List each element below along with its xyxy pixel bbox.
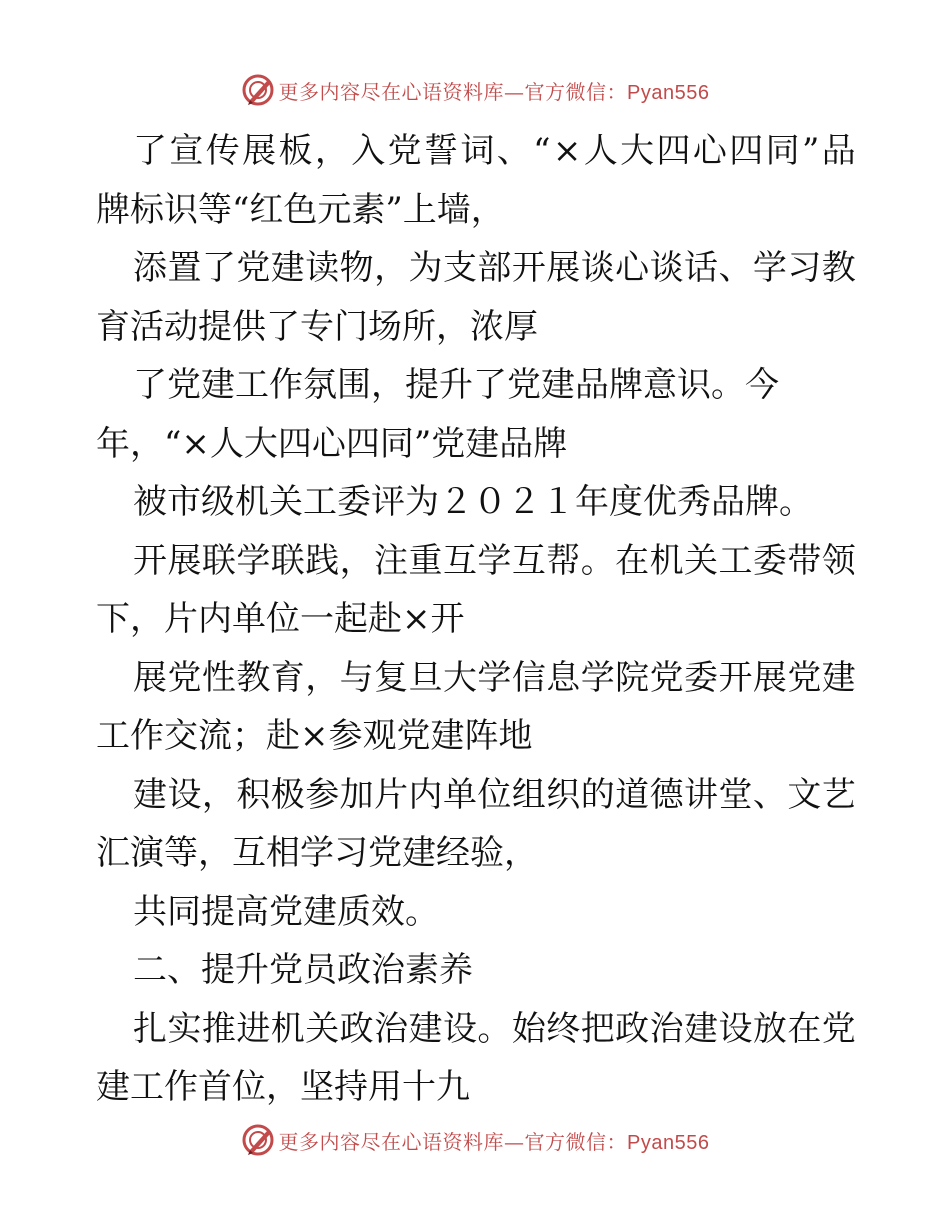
text-line: 工作交流；赴×参观党建阵地	[96, 716, 533, 756]
watermark-wechat-id: Pyan556	[627, 1131, 710, 1154]
pen-logo-icon	[241, 73, 275, 107]
watermark-wechat-id: Pyan556	[627, 81, 710, 104]
text-line: 了党建工作氛围，提升了党建品牌意识。今	[133, 365, 779, 405]
text-line: 年，“×人大四心四同”党建品牌	[96, 423, 568, 464]
pen-logo-icon	[241, 1123, 275, 1157]
text-line: 下，片内单位一起赴×开	[96, 599, 465, 639]
watermark-text	[279, 76, 710, 105]
text-line: 扎 实 推 进 机 关 政 治 建 设 。 始 终 把 政 治 建 设 放 在 党	[133, 1008, 856, 1049]
text-line: 汇演等，互相学习党建经验，	[96, 833, 538, 873]
watermark-label: 更多内容尽在心语资料库—官方微信：	[278, 1129, 628, 1154]
text-line: 建工作首位，坚持用十九	[96, 1067, 470, 1107]
text-line: 建 设 ， 积 极 参 加 片 内 单 位 组 织 的 道 德 讲 堂 、 文 艺	[133, 774, 856, 815]
text-line: 二、提升党员政治素养	[133, 950, 473, 990]
footer-watermark	[0, 1120, 950, 1160]
text-line: 育活动提供了专门场所，浓厚	[96, 306, 538, 347]
watermark-label: 更多内容尽在心语资料库—官方微信：	[278, 79, 628, 104]
text-line: 被市级机关工委评为２０２１年度优秀品牌。	[133, 482, 813, 522]
text-line: 共同提高党建质效。	[133, 891, 439, 932]
text-line: 展 党 性 教 育 ， 与 复 旦 大 学 信 息 学 院 党 委 开 展 党 建	[133, 657, 856, 698]
text-line: 了 宣 传 展 板 ， 入 党 誓 词 、 “ × 人 大 四 心 四 同 ” 品	[133, 131, 856, 171]
watermark-text	[279, 1126, 710, 1155]
header-watermark	[0, 70, 950, 110]
text-line: 牌标识等“红色元素”上墙，	[96, 189, 505, 230]
text-line: 开 展 联 学 联 践 ， 注 重 互 学 互 帮 。 在 机 关 工 委 带 领	[133, 540, 856, 581]
document-body	[96, 122, 856, 1117]
text-line: 添 置 了 党 建 读 物 ， 为 支 部 开 展 谈 心 谈 话 、 学 习 教	[133, 248, 856, 288]
